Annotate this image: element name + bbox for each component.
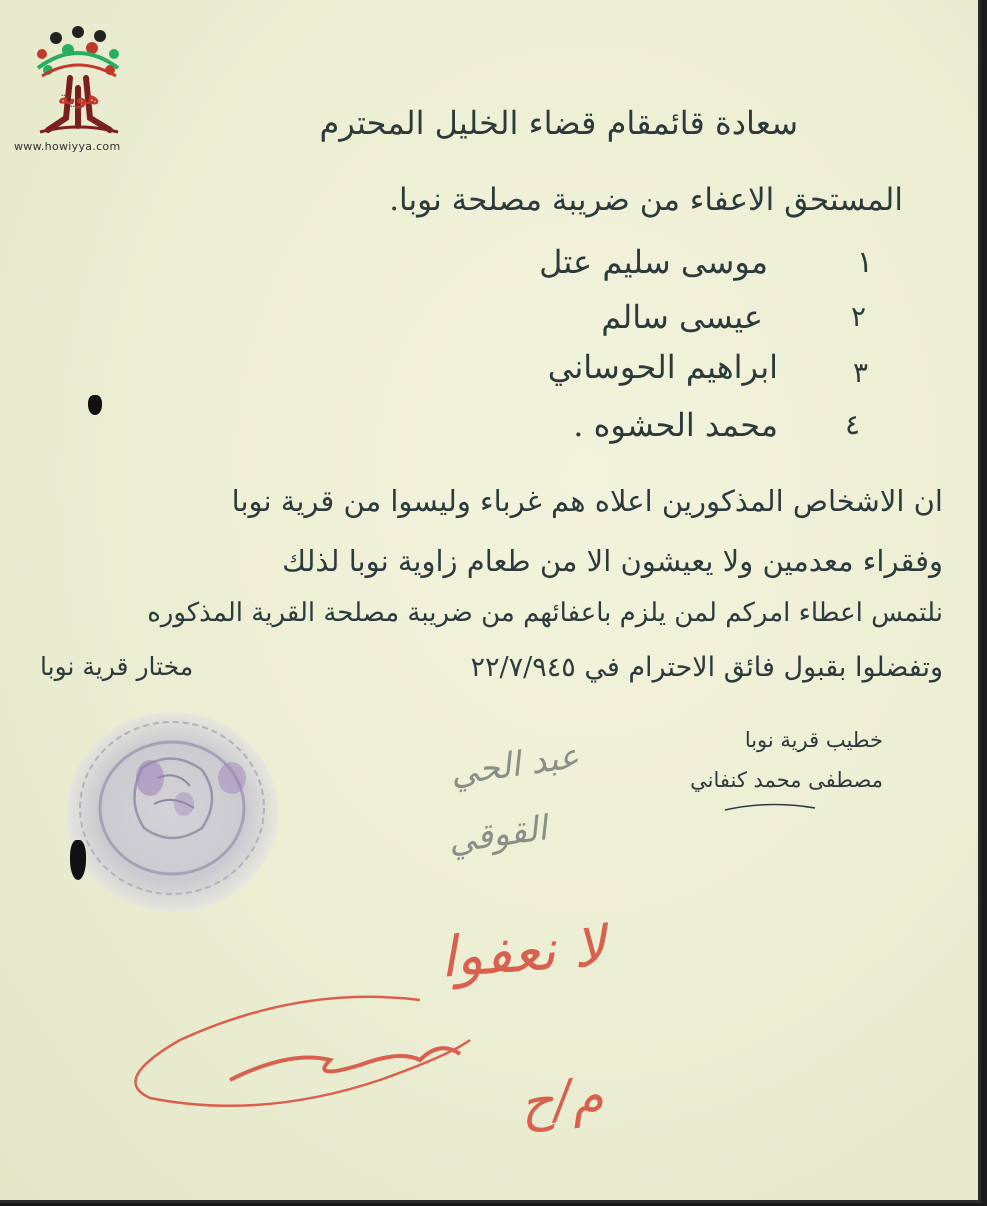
watermark-url: www.howiyya.com — [14, 140, 121, 153]
list-item-number: ١ — [856, 245, 873, 280]
body-line: وفقراء معدمين ولا يعيشون الا من طعام زاوية نوبا لذلك — [282, 544, 943, 578]
list-item-name: موسى سليم عتل — [539, 243, 768, 281]
letter-subject: المستحق الاعفاء من ضريبة مصلحة نوبا. — [389, 182, 903, 218]
list-item-name: عيسى سالم — [601, 298, 763, 336]
list-item-name: ابراهيم الحوساني — [547, 348, 778, 386]
khatib-underline — [720, 790, 820, 820]
seal-stamp — [62, 708, 280, 914]
body-line: ان الاشخاص المذكورين اعلاه هم غرباء وليسوا من قرية نوبا — [231, 484, 943, 518]
logo-text: هوية — [58, 88, 100, 109]
list-item-number: ٢ — [850, 300, 866, 333]
punch-hole — [70, 840, 86, 880]
pencil-signature-line: القوقي — [445, 808, 550, 862]
body-line: وتفضلوا بقبول فائق الاحترام في ٢٢/٧/٩٤٥ — [470, 652, 943, 683]
pencil-signature-line: عبد الحي — [447, 736, 582, 794]
list-item-number: ٣ — [852, 356, 868, 389]
tree-logo-icon — [18, 18, 148, 158]
red-loop-signature — [120, 980, 500, 1120]
red-initials: م/ح — [517, 1065, 607, 1135]
mukhtar-title: مختار قرية نوبا — [40, 652, 194, 681]
list-item-name: محمد الحشوه . — [573, 406, 778, 444]
list-item-number: ٤ — [844, 408, 860, 441]
body-line: نلتمس اعطاء امركم لمن يلزم باعفائهم من ضريبة مصلحة القرية المذكوره — [147, 598, 943, 628]
khatib-name: مصطفى محمد كنفاني — [690, 768, 883, 792]
letter-addressee: سعادة قائمقام قضاء الخليل المحترم — [319, 104, 798, 142]
punch-hole — [88, 395, 102, 415]
red-ink-note: لا نعفوا — [437, 914, 608, 991]
khatib-title: خطيب قرية نوبا — [744, 728, 883, 752]
